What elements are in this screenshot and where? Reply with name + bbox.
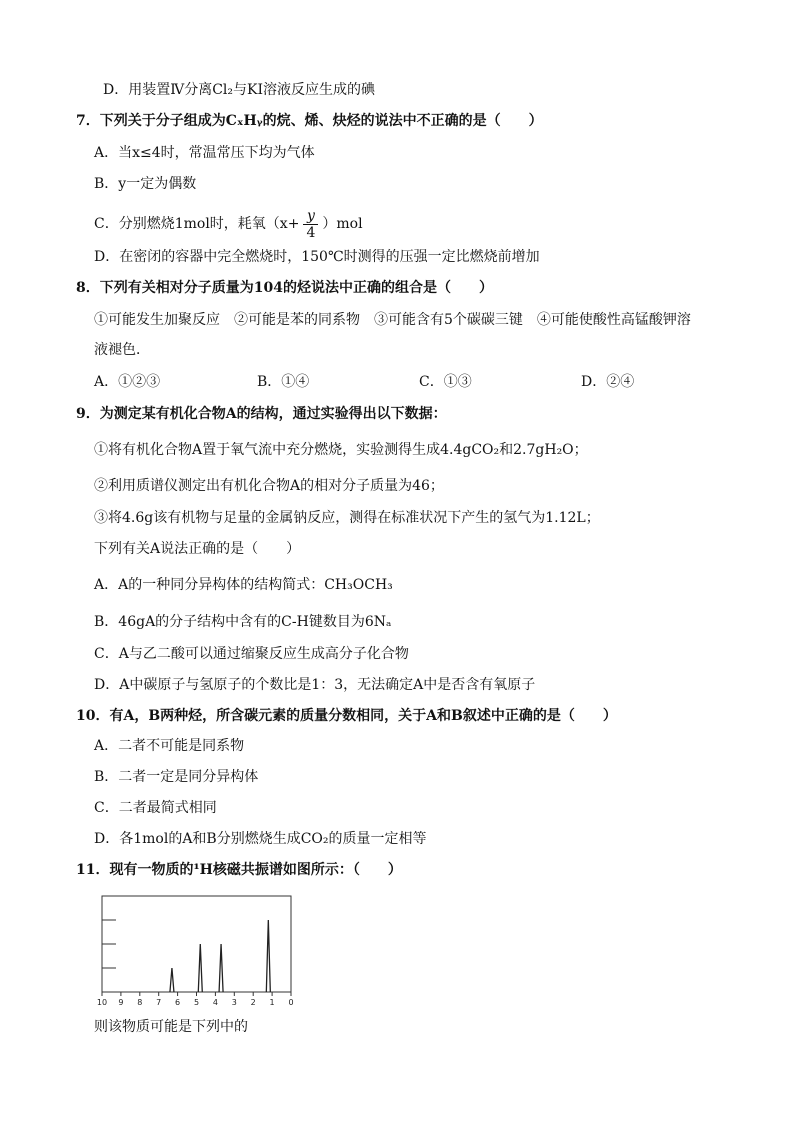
q10-option-a: A．二者不可能是同系物 <box>94 738 245 754</box>
nmr-peak <box>266 920 270 992</box>
q8-option-b: B．①④ <box>257 374 310 390</box>
nmr-spectrum-svg <box>96 892 306 1010</box>
q7-option-d: D．在密闭的容器中完全燃烧时，150℃时测得的压强一定比燃烧前增加 <box>94 249 540 265</box>
nmr-peak <box>170 968 174 992</box>
q8-option-a: A．①②③ <box>94 374 161 390</box>
q7-option-a: A．当x≤4时，常温常压下均为气体 <box>94 145 315 161</box>
q7-option-b: B．y一定为偶数 <box>94 176 197 192</box>
x-tick-label: 9 <box>118 998 124 1007</box>
q8-items: ①可能发生加聚反应 ②可能是苯的同系物 ③可能含有5个碳碳三键 ④可能使酸性高锰酸钾溶 <box>94 312 691 328</box>
q7-option-c <box>94 206 363 242</box>
x-tick-label: 4 <box>212 998 218 1007</box>
fraction-denominator: 4 <box>306 224 316 241</box>
x-tick-label: 5 <box>193 998 200 1007</box>
q9-question: 下列有关A说法正确的是（ ） <box>94 541 301 557</box>
q10-stem: 10．有A，B两种烃，所含碳元素的质量分数相同，关于A和B叙述中正确的是（ ） <box>76 708 617 724</box>
q8-option-d: D．②④ <box>581 374 635 390</box>
q9-data-3: ③将4.6g该有机物与足量的金属钠反应，测得在标准状况下产生的氢气为1.12L； <box>94 510 600 526</box>
q7-stem: 7．下列关于分子组成为CₓHᵧ的烷、烯、炔烃的说法中不正确的是（ ） <box>76 113 543 129</box>
x-tick-label: 7 <box>156 998 162 1007</box>
q9-option-a: A．A的一种同分异构体的结构简式：CH₃OCH₃ <box>94 577 393 593</box>
q8-items-cont: 液褪色． <box>94 342 150 358</box>
q9-data-1: ①将有机化合物A置于氧气流中充分燃烧，实验测得生成4.4gCO₂和2.7gH₂O； <box>94 442 588 458</box>
plot-frame <box>102 896 291 992</box>
q6-option-d: D．用装置Ⅳ分离Cl₂与KI溶液反应生成的碘 <box>103 82 376 98</box>
q7-option-c-text: C．分别燃烧1mol时，耗氧（x+ <box>94 216 300 232</box>
nmr-spectrum-chart <box>96 892 306 1010</box>
nmr-peak <box>198 944 202 992</box>
fraction-numerator: y <box>303 208 318 225</box>
x-tick-label: 1 <box>269 998 275 1007</box>
q7-option-c-suffix: ）mol <box>322 216 363 232</box>
nmr-peak <box>219 944 223 992</box>
q10-option-b: B．二者一定是同分异构体 <box>94 769 259 785</box>
x-tick-label: 6 <box>175 998 181 1007</box>
q8-stem: 8．下列有关相对分子质量为104的烃说法中正确的组合是（ ） <box>76 280 493 296</box>
q9-option-c: C．A与乙二酸可以通过缩聚反应生成高分子化合物 <box>94 646 409 662</box>
x-tick-label: 10 <box>96 998 108 1007</box>
q9-data-2: ②利用质谱仪测定出有机化合物A的相对分子质量为46； <box>94 478 444 494</box>
q9-stem: 9．为测定某有机化合物A的结构，通过实验得出以下数据： <box>76 406 447 422</box>
q10-option-c: C．二者最简式相同 <box>94 800 217 816</box>
q11-followup: 则该物质可能是下列中的 <box>94 1019 248 1035</box>
fraction-y-over-4 <box>303 208 318 241</box>
q8-option-c: C．①③ <box>419 374 472 390</box>
x-tick-label: 3 <box>231 998 237 1007</box>
q11-stem: 11．现有一物质的¹H核磁共振谱如图所示：（ ） <box>76 862 402 878</box>
x-tick-label: 2 <box>250 998 256 1007</box>
q9-option-d: D．A中碳原子与氢原子的个数比是1：3，无法确定A中是否含有氧原子 <box>94 677 536 693</box>
x-tick-label: 8 <box>137 998 143 1007</box>
q9-option-b: B．46gA的分子结构中含有的C-H键数目为6Nₐ <box>94 614 392 630</box>
q10-option-d: D．各1mol的A和B分别燃烧生成CO₂的质量一定相等 <box>94 831 427 847</box>
x-tick-label: 0 <box>288 998 294 1007</box>
